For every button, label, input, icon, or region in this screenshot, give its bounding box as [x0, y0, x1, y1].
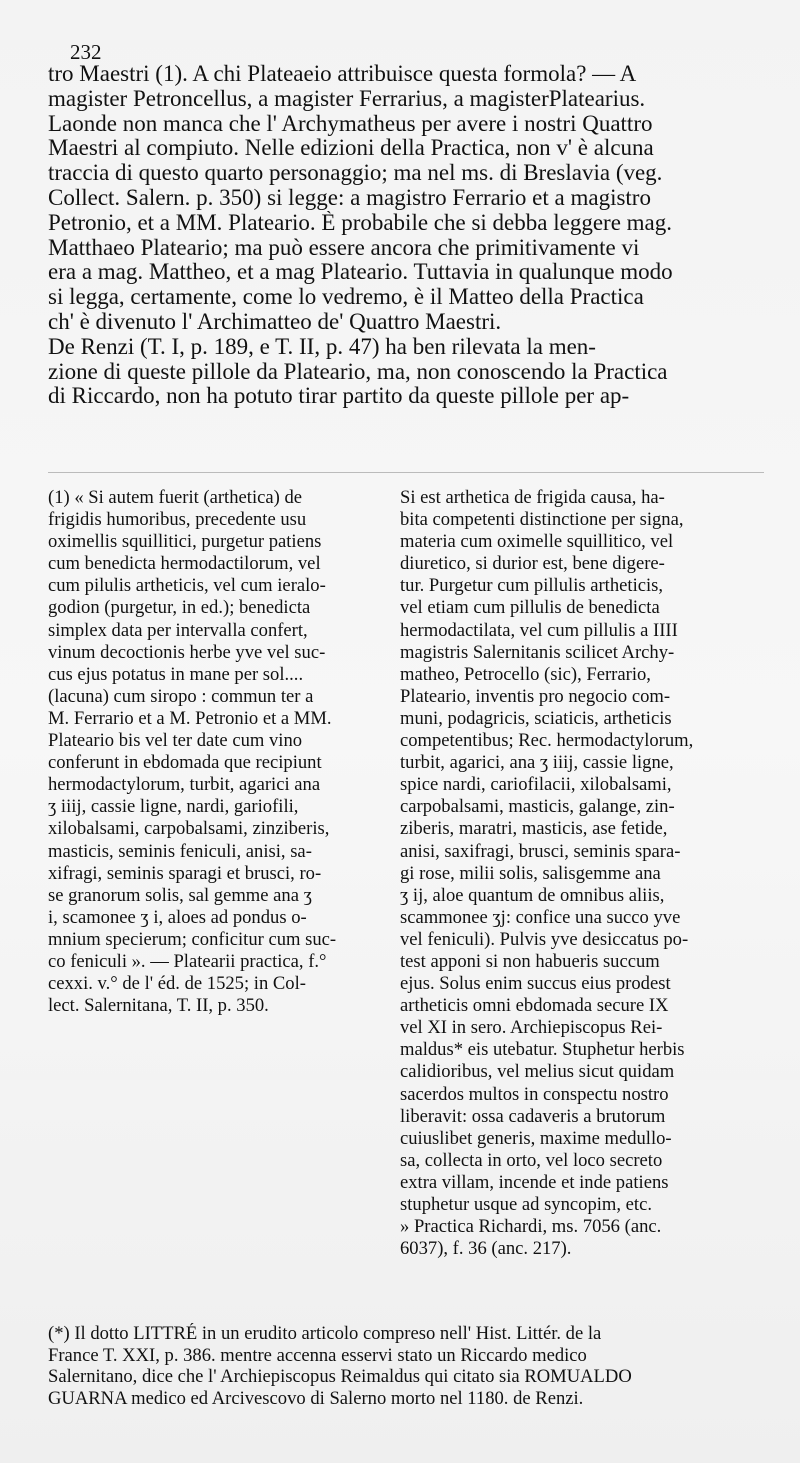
footnote-line: turbit, agarici, ana ʒ iiij, cassie ligne,: [400, 752, 674, 774]
footnote-line: cexxi. v.° de l' éd. de 1525; in Col-: [48, 973, 306, 995]
text-line: Maestri al compiuto. Nelle edizioni della Practica, non v' è alcuna: [48, 136, 654, 161]
footnote-line: tur. Purgetur cum pillulis artheticis,: [400, 575, 664, 597]
main-body-text: [48, 62, 764, 409]
footnote-line: conferunt in ebdomada que recipiunt: [48, 752, 322, 774]
footnote-line: maldus* eis utebatur. Stuphetur herbis: [400, 1039, 685, 1061]
footnote-line: Plateario, inventis pro negocio com-: [400, 685, 671, 707]
footnote-line: ʒ ij, aloe quantum de omnibus aliis,: [400, 884, 665, 906]
footnote-line: carpobalsami, masticis, galange, zin-: [400, 796, 675, 818]
footnote-line: godion (purgetur, in ed.); benedicta: [48, 597, 311, 619]
footnote-line: » Practica Richardi, ms. 7056 (anc.: [400, 1216, 662, 1238]
footnote-line: cuiuslibet generis, maxime medullo-: [400, 1127, 672, 1149]
section-divider: [48, 472, 764, 473]
footnote-line: cum benedicta hermodactilorum, vel: [48, 553, 321, 575]
footnote-line: stuphetur usque ad syncopim, etc.: [400, 1194, 652, 1215]
text-line: Laonde non manca che l' Archymatheus per avere i nostri Quattro: [48, 111, 653, 136]
footnote-line: gi rose, milii solis, salisgemme ana: [400, 862, 661, 884]
footnote-line: vel XI in sero. Archiepiscopus Rei-: [400, 1017, 663, 1039]
footnote-line: scammonee ʒj: confice una succo yve: [400, 906, 681, 928]
footnote-line: Plateario bis vel ter date cum vino: [48, 730, 303, 752]
footnote-line: vel feniculi). Pulvis yve desiccatus po-: [400, 928, 689, 950]
footnote-line: co feniculi ». — Platearii practica, f.°: [48, 950, 327, 972]
note-line: GUARNA medico ed Arcivescovo di Salerno morto nel 1180. de Renzi.: [48, 1387, 584, 1409]
footnote-line: lect. Salernitana, T. II, p. 350.: [48, 995, 269, 1017]
footnote-line: ziberis, maratri, masticis, ase fetide,: [400, 818, 668, 840]
text-line: era a mag. Mattheo, et a mag Plateario. Tuttavia in qualunque modo: [48, 260, 673, 285]
text-line: si legga, certamente, come lo vedremo, è il Matteo della Practica: [48, 285, 644, 310]
footnote-line: se granorum solis, sal gemme ana ʒ: [48, 884, 312, 906]
text-line: zione di queste pillole da Plateario, ma, non conoscendo la Practica: [48, 359, 668, 384]
footnote-line: bita competenti distinctione per signa,: [400, 509, 684, 531]
footnote-line: cus ejus potatus in mane per sol....: [48, 663, 304, 685]
footnote-line: diuretico, si durior est, bene digere-: [400, 553, 665, 575]
text-line: Petronio, et a MM. Plateario. È probabile che si debba leggere mag.: [48, 210, 672, 235]
footnote-right-column: [400, 487, 760, 1260]
text-line: magister Petroncellus, a magister Ferrarius, a magisterPlatearius.: [48, 86, 646, 111]
footnote-line: ejus. Solus enim succus eius prodest: [400, 973, 671, 995]
footnote-line: Si est arthetica de frigida causa, ha-: [400, 487, 665, 508]
footnote-line: calidioribus, vel melius sicut quidam: [400, 1061, 675, 1083]
footnote-line: (1) « Si autem fuerit (arthetica) de: [48, 487, 303, 508]
footnote-line: mnium specierum; conficitur cum suc-: [48, 928, 337, 950]
footnote-line: 6037), f. 36 (anc. 217).: [400, 1238, 572, 1260]
footnote-line: muni, podagricis, sciaticis, artheticis: [400, 707, 672, 729]
footnote-line: cum pilulis artheticis, vel cum ieralo-: [48, 575, 326, 597]
note-line: (*) Il dotto LITTRÉ in un erudito articolo compreso nell' Hist. Littér. de la: [48, 1323, 602, 1344]
text-line: Matthaeo Plateario; ma può essere ancora che primitivamente vi: [48, 235, 640, 260]
text-line: Collect. Salern. p. 350) si legge: a magistro Ferrario et a magistro: [48, 185, 651, 210]
footnote-line: xifragi, seminis sparagi et brusci, ro-: [48, 862, 322, 884]
text-line: di Riccardo, non ha potuto tirar partito da queste pillole per ap-: [48, 384, 630, 409]
footnote-line: competentibus; Rec. hermodactylorum,: [400, 730, 694, 752]
footnote-line: ʒ iiij, cassie ligne, nardi, gariofili,: [48, 796, 299, 818]
footnote-line: artheticis omni ebdomada secure IX: [400, 995, 669, 1017]
footnote-line: masticis, seminis feniculi, anisi, sa-: [48, 840, 312, 862]
footnote-line: matheo, Petrocello (sic), Ferrario,: [400, 663, 651, 685]
editor-note: [48, 1323, 764, 1409]
footnote-line: sa, collecta in orto, vel loco secreto: [400, 1149, 663, 1171]
footnote-line: liberavit: ossa cadaveris a brutorum: [400, 1105, 666, 1127]
footnote-line: magistris Salernitanis scilicet Archy-: [400, 641, 675, 663]
footnote-line: vinum decoctionis herbe yve vel suc-: [48, 641, 326, 663]
page-number: 232: [70, 40, 102, 64]
footnote-line: i, scamonee ʒ i, aloes ad pondus o-: [48, 906, 307, 928]
footnote-left-column: [48, 487, 393, 1017]
text-line: ch' è divenuto l' Archimatteo de' Quattro Maestri.: [48, 309, 502, 334]
footnote-line: (lacuna) cum siropo : commun ter a: [48, 685, 314, 707]
footnote-line: sacerdos multos in conspectu nostro: [400, 1083, 669, 1105]
footnote-line: extra villam, incende et inde patiens: [400, 1171, 669, 1193]
text-line: tro Maestri (1). A chi Plateaeio attribuisce questa formola? — A: [48, 62, 637, 86]
footnote-line: vel etiam cum pillulis de benedicta: [400, 597, 660, 619]
footnote-line: materia cum oximelle squillitico, vel: [400, 531, 674, 553]
text-line: traccia di questo quarto personaggio; ma nel ms. di Breslavia (veg.: [48, 161, 663, 186]
footnote-line: oximellis squillitici, purgetur patiens: [48, 531, 322, 553]
footnote-line: anisi, saxifragi, brusci, seminis spara-: [400, 840, 681, 862]
footnote-line: spice nardi, cariofilacii, xilobalsami,: [400, 774, 672, 796]
text-line: De Renzi (T. I, p. 189, e T. II, p. 47) ha ben rilevata la men-: [48, 334, 596, 359]
footnote-line: simplex data per intervalla confert,: [48, 619, 308, 641]
note-line: Salernitano, dice che l' Archiepiscopus Reimaldus qui citato sia ROMUALDO: [48, 1366, 632, 1388]
note-line: France T. XXI, p. 386. mentre accenna esservi stato un Riccardo medico: [48, 1344, 587, 1366]
footnote-line: frigidis humoribus, precedente usu: [48, 509, 307, 531]
footnote-line: M. Ferrario et a M. Petronio et a MM.: [48, 707, 332, 729]
footnote-line: hermodactilata, vel cum pillulis a IIII: [400, 619, 678, 641]
footnote-line: test apponi si non habueris succum: [400, 950, 660, 972]
footnote-line: xilobalsami, carpobalsami, zinziberis,: [48, 818, 330, 840]
footnote-line: hermodactylorum, turbit, agarici ana: [48, 774, 321, 796]
